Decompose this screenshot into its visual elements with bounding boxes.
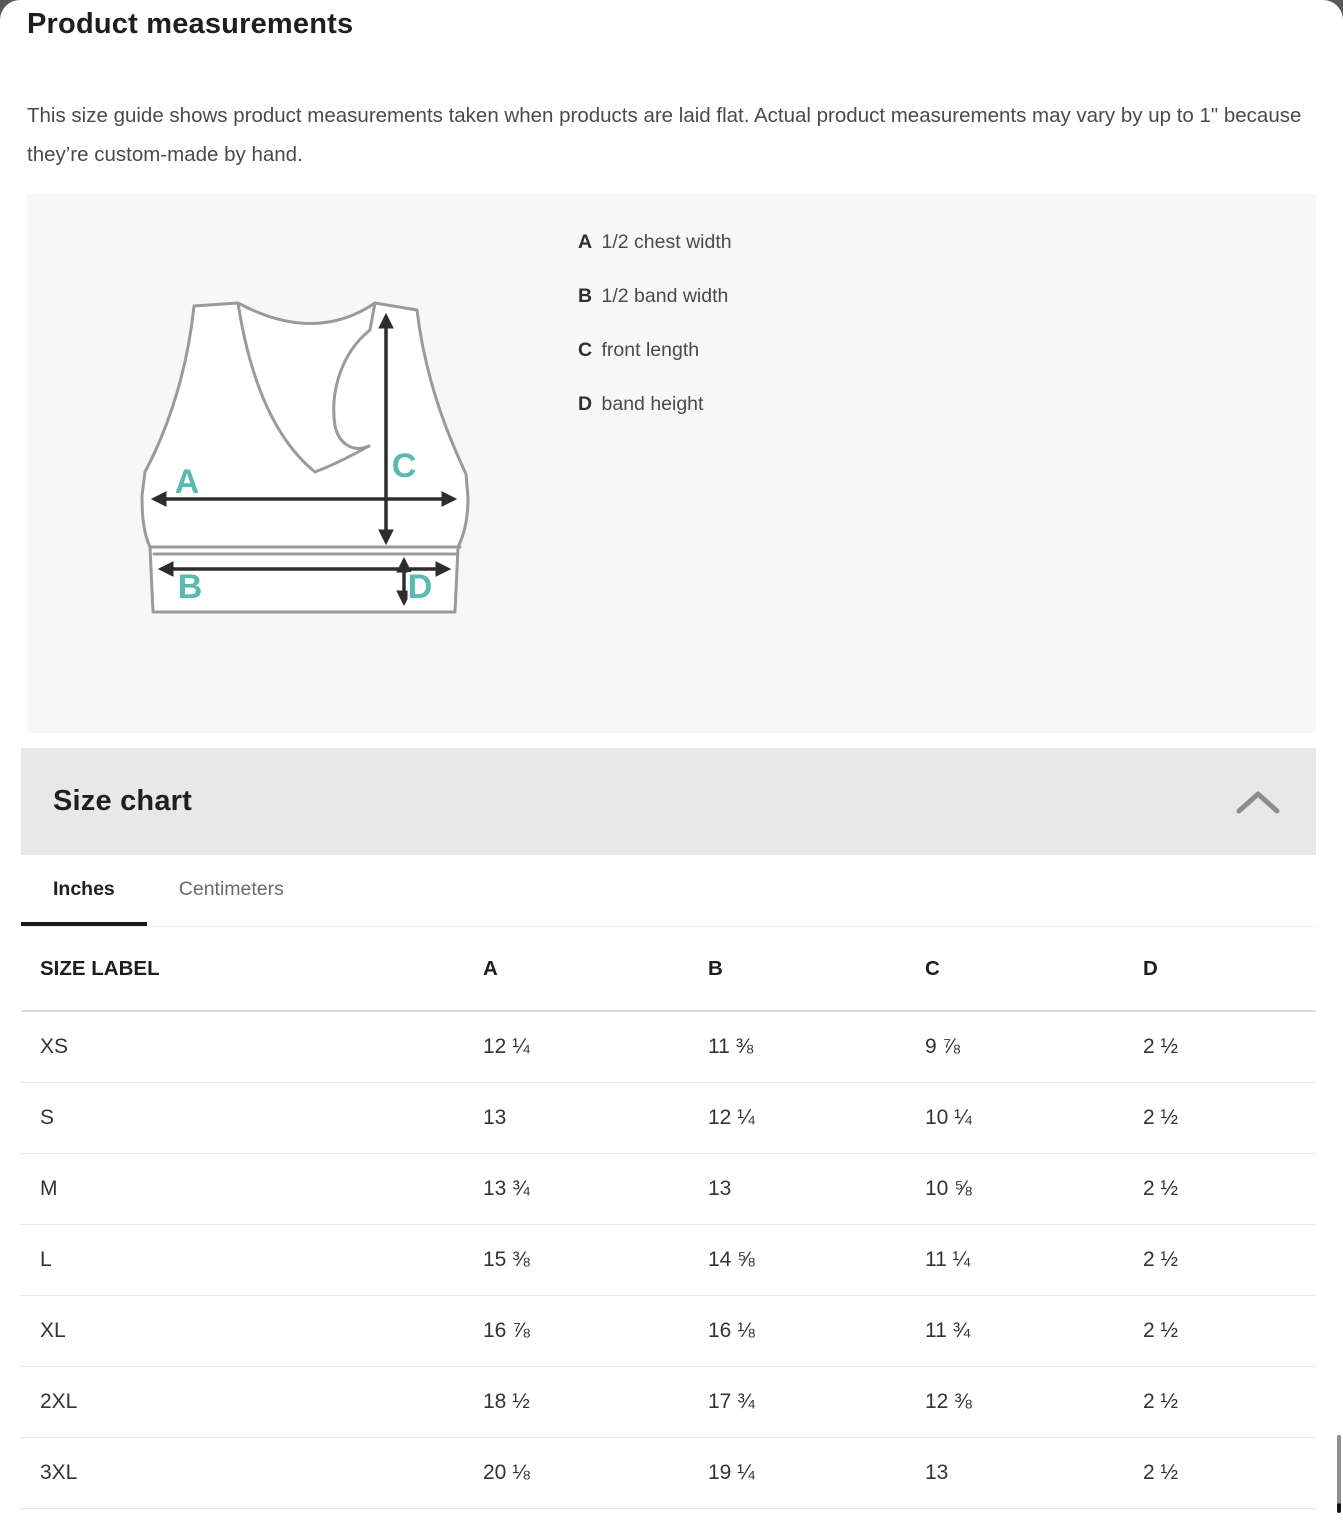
tab-centimeters[interactable]: Centimeters: [178, 877, 284, 900]
table-header-row: [21, 927, 1316, 1011]
legend-key-d: D: [578, 393, 593, 415]
measurement-label-b: B: [177, 568, 203, 606]
col-header-size-label: SIZE LABEL: [21, 927, 483, 1011]
legend-label-d: band height: [601, 393, 704, 415]
size-label-cell: S: [21, 1082, 483, 1153]
measurement-cell: 16 ⅞: [483, 1295, 708, 1366]
size-table-container: [21, 927, 1316, 1509]
legend-item-a: [578, 230, 732, 254]
size-label-cell: L: [21, 1224, 483, 1295]
measurement-cell: 2 ½: [1143, 1295, 1316, 1366]
measurement-cell: 12 ⅜: [925, 1366, 1143, 1437]
legend-label-b: 1/2 band width: [601, 285, 729, 307]
measurement-cell: 13 ¾: [483, 1153, 708, 1224]
legend-key-b: B: [578, 285, 593, 307]
measurement-cell: 17 ¾: [708, 1366, 925, 1437]
measurement-cell: 12 ¼: [483, 1011, 708, 1082]
measurement-cell: 2 ½: [1143, 1366, 1316, 1437]
legend-item-c: [578, 338, 732, 362]
size-guide-description: This size guide shows product measurements taken when products are laid flat. Actual product measurements may vary by up to 1" because they’re custom-made by hand.: [27, 104, 1302, 166]
table-row: [21, 1366, 1316, 1437]
measurement-cell: 13: [708, 1153, 925, 1224]
size-chart-title: Size chart: [53, 785, 192, 817]
size-label-cell: XS: [21, 1011, 483, 1082]
measurement-cell: 19 ¼: [708, 1437, 925, 1508]
col-header-c: C: [925, 927, 1143, 1011]
measurement-cell: 13: [483, 1082, 708, 1153]
measurement-cell: 10 ⅝: [925, 1153, 1143, 1224]
legend-key-c: C: [578, 339, 593, 361]
size-label-cell: 3XL: [21, 1437, 483, 1508]
size-label-cell: XL: [21, 1295, 483, 1366]
measurement-cell: 18 ½: [483, 1366, 708, 1437]
measurement-cell: 11 ¾: [925, 1295, 1143, 1366]
legend-key-a: A: [578, 231, 593, 253]
measurement-cell: 2 ½: [1143, 1224, 1316, 1295]
measurement-cell: 2 ½: [1143, 1011, 1316, 1082]
measurement-cell: 9 ⅞: [925, 1011, 1143, 1082]
table-row: [21, 1082, 1316, 1153]
measurement-cell: 11 ⅜: [708, 1011, 925, 1082]
page-title: Product measurements: [27, 8, 354, 40]
scrollbar-thumb[interactable]: [1337, 1435, 1341, 1513]
legend-label-c: front length: [601, 339, 700, 361]
measurement-label-d: D: [407, 568, 433, 606]
col-header-d: D: [1143, 927, 1316, 1011]
table-row: [21, 1011, 1316, 1082]
legend-item-d: [578, 392, 732, 416]
measurement-legend: [578, 230, 732, 446]
tab-inches[interactable]: Inches: [21, 856, 147, 926]
measurement-cell: 16 ⅛: [708, 1295, 925, 1366]
table-row: [21, 1437, 1316, 1508]
unit-tabs: [21, 856, 1316, 927]
measurement-label-a: A: [174, 463, 200, 501]
size-table: [21, 927, 1316, 1509]
measurement-label-c: C: [391, 447, 417, 485]
table-row: [21, 1153, 1316, 1224]
measurement-cell: 2 ½: [1143, 1437, 1316, 1508]
measurement-cell: 20 ⅛: [483, 1437, 708, 1508]
col-header-b: B: [708, 927, 925, 1011]
chevron-up-icon[interactable]: [1236, 789, 1280, 815]
measurement-cell: 11 ¼: [925, 1224, 1143, 1295]
measurement-cell: 15 ⅜: [483, 1224, 708, 1295]
table-row: [21, 1295, 1316, 1366]
measurement-cell: 2 ½: [1143, 1153, 1316, 1224]
size-label-cell: M: [21, 1153, 483, 1224]
bra-outline: [142, 303, 468, 612]
measurement-cell: 14 ⅝: [708, 1224, 925, 1295]
product-diagram-panel: [27, 194, 1316, 733]
size-chart-header[interactable]: [21, 748, 1316, 855]
measurement-cell: 10 ¼: [925, 1082, 1143, 1153]
size-label-cell: 2XL: [21, 1366, 483, 1437]
measurement-cell: 12 ¼: [708, 1082, 925, 1153]
table-row: [21, 1224, 1316, 1295]
legend-item-b: [578, 284, 732, 308]
measurement-cell: 13: [925, 1437, 1143, 1508]
measurement-cell: 2 ½: [1143, 1082, 1316, 1153]
col-header-a: A: [483, 927, 708, 1011]
legend-label-a: 1/2 chest width: [601, 231, 732, 253]
